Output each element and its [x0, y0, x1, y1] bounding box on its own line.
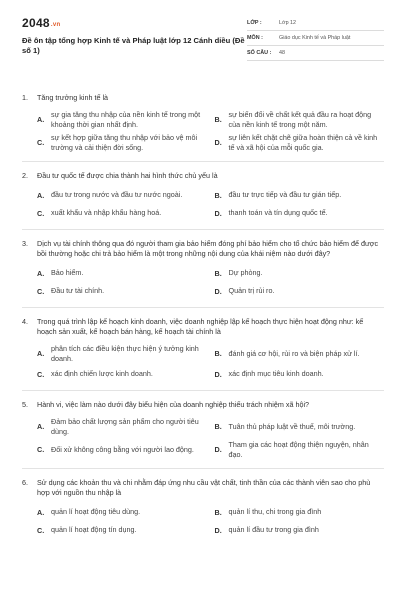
question-number: 3. [22, 239, 28, 248]
option-text: đánh giá cơ hội, rủi ro và biện pháp xử lí. [228, 348, 360, 358]
option-text: Đầu tư tài chính. [51, 286, 105, 296]
option-letter: A. [37, 422, 45, 431]
option-letter: C. [37, 208, 45, 218]
option-text: Quản trị rủi ro. [228, 286, 275, 296]
option-letter: B. [214, 268, 222, 278]
logo-suffix: .vn [50, 22, 61, 28]
option-d[interactable] [215, 521, 385, 539]
question-stem [22, 93, 384, 103]
option-letter: C. [37, 525, 45, 535]
question-6 [22, 469, 384, 546]
option-d[interactable] [215, 282, 385, 300]
option-text: sự biến đổi về chất kết quả đầu ra hoạt động của nền kinh tế trong một năm. [228, 110, 372, 129]
option-letter: B. [214, 190, 222, 200]
option-a[interactable] [37, 186, 207, 204]
question-stem [22, 317, 384, 337]
option-a[interactable] [37, 264, 207, 282]
question-number: 6. [22, 478, 28, 487]
option-text: thanh toán và tín dụng quốc tế. [228, 208, 328, 218]
option-letter: A. [37, 190, 45, 200]
option-letter: B. [214, 422, 222, 431]
option-c[interactable] [37, 131, 207, 154]
option-letter: C. [37, 138, 45, 147]
option-text: quản lí đầu tư trong gia đình [228, 525, 319, 535]
option-c[interactable] [37, 365, 207, 383]
answer-options [22, 503, 384, 539]
logo-main: 2048 [22, 16, 50, 30]
info-label: SỐ CÂU : [247, 50, 272, 56]
question-number: 4. [22, 317, 28, 326]
info-value: 48 [279, 50, 286, 56]
question-5 [22, 391, 384, 469]
question-1 [22, 84, 384, 162]
option-letter: A. [37, 507, 45, 517]
option-b[interactable] [215, 264, 385, 282]
option-text: phân tích các điều kiện thực hiện ý tưởng kinh doanh. [51, 344, 199, 363]
header-left [22, 14, 247, 56]
question-text: Hành vi, việc làm nào dưới đây biểu hiện của doanh nghiệp thiếu trách nhiệm xã hội? [37, 400, 310, 409]
option-d[interactable] [215, 438, 385, 461]
question-text: Trong quá trình lập kế hoạch kinh doanh, việc doanh nghiệp lập kế hoạch thực hiện hoạt động như: kế hoạch sản xuất, kế hoạch bán hàng, kế hoạch tài chính là [37, 317, 364, 336]
document-header [22, 14, 384, 80]
question-number: 5. [22, 400, 28, 409]
option-b[interactable] [215, 503, 385, 521]
info-value: Giáo dục Kinh tế và Pháp luật [279, 35, 351, 41]
option-a[interactable] [37, 503, 207, 521]
question-number: 2. [22, 171, 28, 180]
option-c[interactable] [37, 521, 207, 539]
option-a[interactable] [37, 342, 207, 365]
question-text: Đầu tư quốc tế được chia thành hai hình thức chủ yếu là [37, 171, 218, 180]
answer-options [22, 186, 384, 222]
option-text: đầu tư trực tiếp và đầu tư gián tiếp. [228, 190, 342, 200]
option-letter: B. [214, 349, 222, 358]
question-2 [22, 162, 384, 230]
option-c[interactable] [37, 282, 207, 300]
option-c[interactable] [37, 204, 207, 222]
question-stem [22, 171, 384, 181]
option-a[interactable] [37, 415, 207, 438]
option-d[interactable] [215, 131, 385, 154]
option-text: Bảo hiểm. [51, 268, 84, 278]
option-text: quản lí hoạt động tiêu dùng. [51, 507, 141, 517]
option-letter: B. [214, 507, 222, 517]
option-letter: D. [214, 286, 222, 296]
info-table [247, 16, 384, 61]
option-letter: A. [37, 349, 45, 358]
question-stem [22, 239, 384, 259]
option-text: sự gia tăng thu nhập của nền kinh tế trong một khoảng thời gian nhất định. [51, 110, 201, 129]
option-letter: A. [37, 268, 45, 278]
option-b[interactable] [215, 108, 385, 131]
option-letter: C. [37, 286, 45, 296]
option-text: xuất khẩu và nhập khẩu hàng hoá. [51, 208, 162, 218]
question-stem [22, 400, 384, 410]
option-b[interactable] [215, 342, 385, 365]
question-number: 1. [22, 93, 28, 102]
answer-options [22, 415, 384, 461]
option-c[interactable] [37, 438, 207, 461]
question-text: Dịch vụ tài chính thông qua đó người tham gia bảo hiểm đóng phí bảo hiểm cho tổ chức bảo hiểm để được bồi thường hoặc chi trả bảo hiểm là một trong những nội dung của khái niệm nào dưới đây? [37, 239, 379, 258]
option-text: Đảm bảo chất lượng sản phẩm cho người tiêu dùng. [51, 417, 199, 436]
answer-options [22, 342, 384, 383]
option-text: xác định chiến lược kinh doanh. [51, 369, 153, 379]
option-text: quản lí thu, chi trong gia đình [228, 507, 322, 517]
option-b[interactable] [215, 415, 385, 438]
option-d[interactable] [215, 204, 385, 222]
question-text: Tăng trưởng kinh tế là [37, 93, 109, 102]
question-4 [22, 308, 384, 391]
option-letter: C. [37, 369, 45, 379]
question-text: Sử dụng các khoản thu và chi nhằm đáp ứng nhu cầu vật chất, tinh thần của các thành viên sao cho phù hợp với nguồn thu nhập là [37, 478, 371, 497]
option-letter: B. [214, 115, 222, 124]
option-a[interactable] [37, 108, 207, 131]
document-title: Đề ôn tập tổng hợp Kinh tế và Pháp luật lớp 12 Cánh diều (Đề số 1) [22, 36, 245, 55]
info-label: LỚP : [247, 20, 262, 26]
option-letter: A. [37, 115, 45, 124]
option-letter: D. [214, 208, 222, 218]
answer-options [22, 108, 384, 154]
option-d[interactable] [215, 365, 385, 383]
question-stem [22, 478, 384, 498]
option-text: Tham gia các hoạt động thiện nguyện, nhân đạo. [228, 440, 369, 459]
option-text: quản lí hoạt động tín dụng. [51, 525, 137, 535]
info-row-subject [247, 31, 384, 46]
info-row-class [247, 16, 384, 31]
option-text: Tuân thủ pháp luật về thuế, môi trường. [228, 421, 356, 431]
answer-options [22, 264, 384, 300]
option-text: xác định mục tiêu kinh doanh. [228, 369, 324, 379]
info-value: Lớp 12 [279, 20, 297, 26]
option-letter: D. [214, 525, 222, 535]
option-letter: D. [214, 138, 222, 147]
option-text: Đối xử không công bằng với người lao động. [51, 444, 194, 454]
option-letter: D. [214, 369, 222, 379]
question-3 [22, 230, 384, 308]
question-list [22, 84, 384, 546]
option-letter: C. [37, 445, 45, 454]
option-text: Dự phòng. [228, 268, 263, 278]
info-label: MÔN : [247, 35, 263, 41]
option-text: đầu tư trong nước và đầu tư nước ngoài. [51, 190, 183, 200]
option-text: sự kết hợp giữa tăng thu nhập với bảo vệ môi trường và cải thiện đời sống. [51, 133, 198, 152]
info-row-count [247, 46, 384, 61]
option-text: sự liên kết chặt chẽ giữa hoàn thiện cả về kinh tế và xã hội của mỗi quốc gia. [228, 133, 378, 152]
site-logo[interactable] [22, 16, 247, 32]
option-b[interactable] [215, 186, 385, 204]
option-letter: D. [214, 445, 222, 454]
